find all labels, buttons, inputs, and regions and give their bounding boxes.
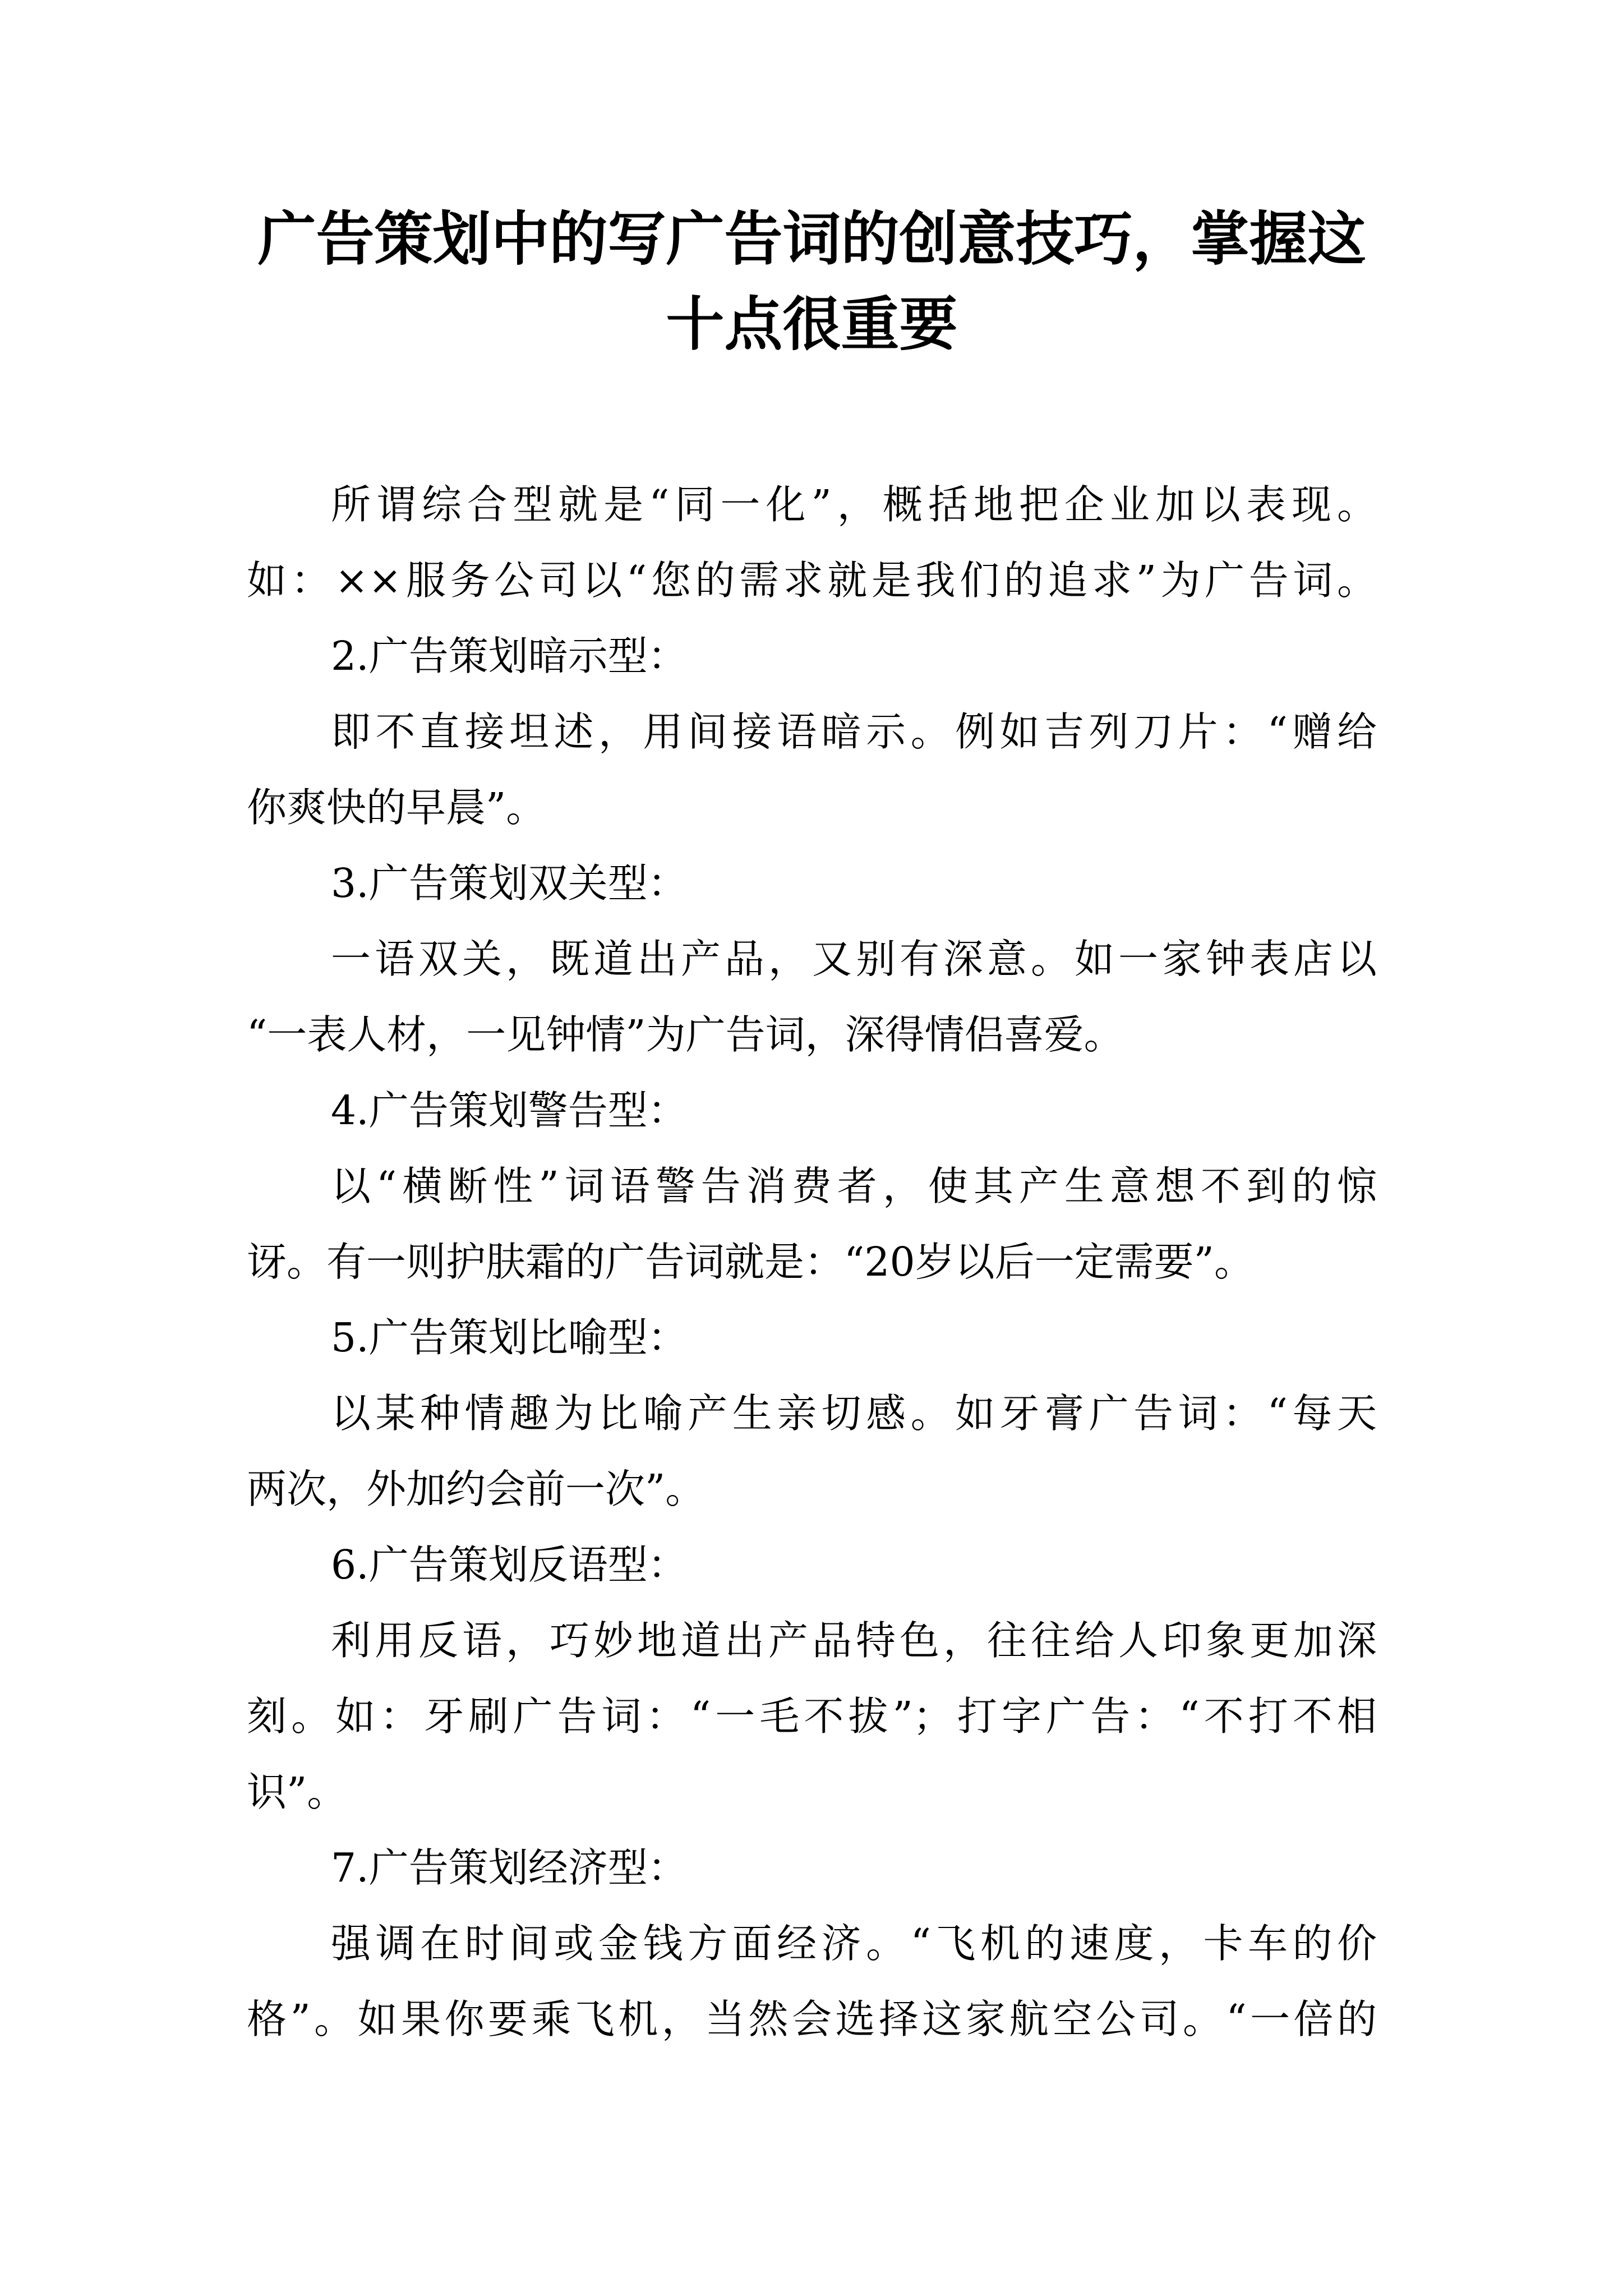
document-body	[247, 467, 1377, 2057]
title-line: 广告策划中的写广告词的创意技巧，掌握这	[257, 204, 1366, 273]
text-line: 识”。	[247, 1769, 347, 1815]
text-line: 以某种情趣为比喻产生亲切感。如牙膏广告词：“每天	[331, 1390, 1377, 1437]
text-line: 3.广告策划双关型：	[331, 860, 688, 907]
text-line: 两次，外加约会前一次”。	[247, 1466, 706, 1512]
text-line: 6.广告策划反语型：	[331, 1542, 688, 1588]
text-line: 7.广告策划经济型：	[331, 1844, 688, 1891]
text-line: 所谓综合型就是“同一化”，概括地把企业加以表现。	[331, 481, 1377, 528]
document-title	[247, 196, 1377, 367]
text-line: 讶。有一则护肤霜的广告词就是：“20岁以后一定需要”。	[247, 1239, 1254, 1285]
text-line: 2.广告策划暗示型：	[331, 633, 688, 679]
text-line: 一语双关，既道出产品，又别有深意。如一家钟表店以	[331, 936, 1377, 982]
text-line: “一表人材，一见钟情”为广告词，深得情侣喜爱。	[247, 1011, 1124, 1058]
text-line: 即不直接坦述，用间接语暗示。例如吉列刀片：“赠给	[331, 708, 1377, 755]
text-line: 格”。如果你要乘飞机，当然会选择这家航空公司。“一倍的	[247, 1996, 1377, 2042]
text-line: 利用反语，巧妙地道出产品特色，往往给人印象更加深	[331, 1617, 1377, 1664]
text-line: 4.广告策划警告型：	[331, 1087, 688, 1134]
text-line: 刻。如：牙刷广告词：“一毛不拔”；打字广告：“不打不相	[247, 1693, 1377, 1740]
text-line: 5.广告策划比喻型：	[331, 1314, 688, 1361]
text-line: 你爽快的早晨”。	[247, 784, 546, 831]
text-line: 如：××服务公司以“您的需求就是我们的追求”为广告词。	[247, 557, 1377, 604]
title-line: 十点很重要	[666, 289, 958, 358]
text-line: 以“横断性”词语警告消费者，使其产生意想不到的惊	[331, 1163, 1377, 1209]
text-line: 强调在时间或金钱方面经济。“飞机的速度，卡车的价	[331, 1920, 1377, 1967]
